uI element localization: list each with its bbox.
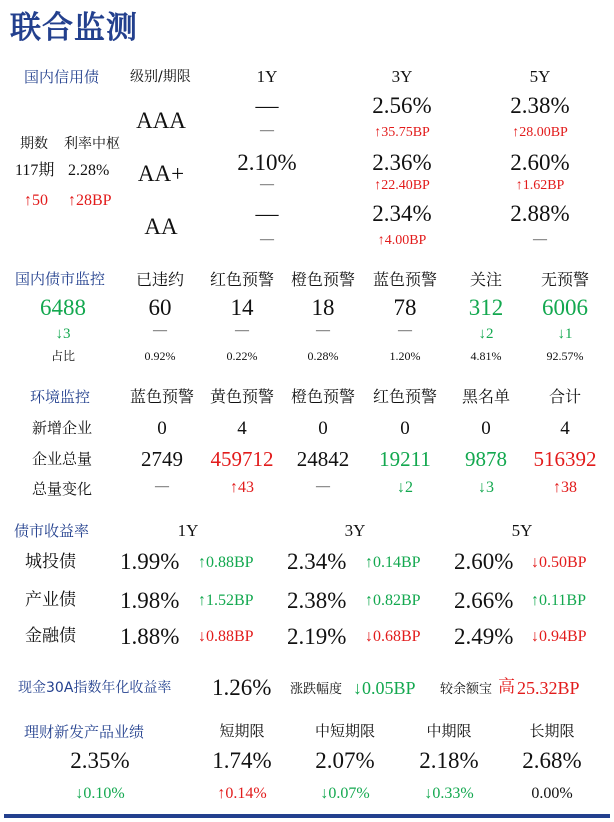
cash-change-value: ↓0.05BP xyxy=(353,678,416,698)
env-row-label-total: 企业总量 xyxy=(32,450,93,468)
aaa-1y-change: — xyxy=(260,123,274,138)
env-new-blue: 0 xyxy=(157,418,167,439)
aa-1y-value: — xyxy=(255,201,279,226)
grade-aaplus: AA+ xyxy=(137,161,185,186)
yield-urban-3y-change: ↑0.14BP xyxy=(365,554,421,571)
wealth-col-mid: 中期限 xyxy=(426,722,472,740)
yield-financial-5y: 2.49% xyxy=(454,624,514,649)
aa-5y-change: — xyxy=(533,232,547,247)
env-col-total: 合计 xyxy=(548,387,582,406)
wealth-long-change: 0.00% xyxy=(531,785,573,802)
aaplus-1y-change: — xyxy=(260,177,274,192)
wealth-mid-change: ↓0.33% xyxy=(424,785,474,802)
monitor-defaulted-ratio: 0.92% xyxy=(144,349,176,363)
aa-3y-change: ↑4.00BP xyxy=(377,233,427,248)
yield-row-label-industrial: 产业债 xyxy=(25,590,76,610)
period-value: 117期 xyxy=(15,162,55,179)
monitor-attention-change: ↓2 xyxy=(478,326,494,342)
yield-industrial-3y: 2.38% xyxy=(287,588,347,613)
cash-compare-value: 25.32BP xyxy=(517,678,580,698)
monitor-defaulted-change: — xyxy=(153,323,167,338)
monitor-label-defaulted: 已违约 xyxy=(135,270,185,289)
env-new-total: 4 xyxy=(560,418,570,439)
wealth-short-change: ↑0.14% xyxy=(217,785,267,802)
env-total-total: 516392 xyxy=(533,447,597,471)
yield-urban-5y-change: ↓0.50BP xyxy=(531,554,587,571)
yield-industrial-5y: 2.66% xyxy=(454,588,514,613)
monitor-red-value: 14 xyxy=(230,295,254,320)
env-new-red: 0 xyxy=(400,418,410,439)
yield-industrial-1y: 1.98% xyxy=(120,588,180,613)
monitor-red-ratio: 0.22% xyxy=(226,349,258,363)
grade-tenor-label: 级别/期限 xyxy=(130,69,191,85)
wealth-header: 理财新发产品业绩 xyxy=(24,723,145,741)
yield-financial-3y: 2.19% xyxy=(287,624,347,649)
credit-tenor-1y: 1Y xyxy=(256,67,278,86)
yield-industrial-5y-change: ↑0.11BP xyxy=(531,592,586,609)
env-row-label-new: 新增企业 xyxy=(32,419,93,437)
env-change-red: ↓2 xyxy=(397,479,413,496)
env-change-yellow: ↑43 xyxy=(230,479,254,496)
monitor-label-orange: 橙色预警 xyxy=(290,270,356,289)
monitor-orange-ratio: 0.28% xyxy=(307,349,339,363)
yield-industrial-3y-change: ↑0.82BP xyxy=(365,592,421,609)
bottom-rule xyxy=(4,814,610,818)
monitor-attention-value: 312 xyxy=(468,295,504,320)
monitor-attention-ratio: 4.81% xyxy=(470,349,502,363)
wealth-overall-value: 2.35% xyxy=(70,748,130,773)
yield-financial-1y: 1.88% xyxy=(120,624,180,649)
monitor-defaulted-value: 60 xyxy=(148,295,172,320)
yield-financial-3y-change: ↓0.68BP xyxy=(365,628,421,645)
aa-3y-value: 2.34% xyxy=(372,201,432,226)
grade-aa: AA xyxy=(144,214,178,239)
env-row-label-change: 总量变化 xyxy=(32,480,93,498)
wealth-midshort-change: ↓0.07% xyxy=(320,785,370,802)
env-change-blacklist: ↓3 xyxy=(478,479,494,496)
rate-center-label: 利率中枢 xyxy=(64,136,120,152)
yield-financial-5y-change: ↓0.94BP xyxy=(531,628,587,645)
env-change-total: ↑38 xyxy=(553,479,577,496)
monitor-orange-change: — xyxy=(316,323,330,338)
cash-index-value: 1.26% xyxy=(212,675,272,700)
yield-row-label-urban: 城投债 xyxy=(25,552,76,572)
monitor-orange-value: 18 xyxy=(311,295,335,320)
env-total-orange: 24842 xyxy=(296,447,350,471)
yield-tenor-5y: 5Y xyxy=(511,521,533,540)
aaplus-5y-value: 2.60% xyxy=(510,150,570,175)
monitor-nowarning-ratio: 92.57% xyxy=(546,349,584,363)
env-total-red: 19211 xyxy=(379,447,431,471)
env-new-orange: 0 xyxy=(318,418,328,439)
yield-urban-5y: 2.60% xyxy=(454,549,514,574)
yield-tenor-3y: 3Y xyxy=(344,521,366,540)
credit-tenor-3y: 3Y xyxy=(391,67,413,86)
monitor-total-value: 6488 xyxy=(40,295,86,320)
rate-center-value: 2.28% xyxy=(68,162,110,179)
monitor-nowarning-value: 6006 xyxy=(542,295,588,320)
env-col-blacklist: 黑名单 xyxy=(461,387,511,406)
aaplus-5y-change: ↑1.62BP xyxy=(515,178,565,193)
env-total-blue: 2749 xyxy=(141,447,183,471)
env-col-red: 红色预警 xyxy=(372,387,438,406)
cash-compare-word: 高 xyxy=(498,677,515,697)
aaa-3y-value: 2.56% xyxy=(372,93,432,118)
period-change: ↑50 xyxy=(24,192,48,209)
monitor-label-blue: 蓝色预警 xyxy=(372,270,438,289)
monitor-total-change: ↓3 xyxy=(55,326,71,342)
monitor-label-red: 红色预警 xyxy=(209,270,275,289)
aaa-5y-change: ↑28.00BP xyxy=(512,125,568,140)
wealth-short-value: 1.74% xyxy=(212,748,272,773)
aaplus-3y-value: 2.36% xyxy=(372,150,432,175)
monitor-blue-change: — xyxy=(398,323,412,338)
env-total-blacklist: 9878 xyxy=(465,447,507,471)
monitor-label-nowarning: 无预警 xyxy=(540,270,590,289)
page-title: 联合监测 xyxy=(10,10,138,46)
credit-tenor-5y: 5Y xyxy=(529,67,551,86)
wealth-long-value: 2.68% xyxy=(522,748,582,773)
env-col-orange: 橙色预警 xyxy=(290,387,356,406)
grade-aaa: AAA xyxy=(136,108,186,133)
yield-financial-1y-change: ↓0.88BP xyxy=(198,628,254,645)
wealth-col-midshort: 中短期限 xyxy=(314,722,376,740)
monitor-blue-value: 78 xyxy=(393,295,417,320)
env-change-blue: — xyxy=(155,479,169,494)
monitor-nowarning-change: ↓1 xyxy=(557,326,573,342)
env-total-yellow: 459712 xyxy=(210,447,274,471)
env-header: 环境监控 xyxy=(30,388,91,406)
env-col-blue: 蓝色预警 xyxy=(129,387,195,406)
yield-urban-3y: 2.34% xyxy=(287,549,347,574)
cash-compare-label: 较余额宝 xyxy=(440,682,493,697)
rate-center-change: ↑28BP xyxy=(68,192,112,209)
env-change-orange: — xyxy=(316,479,330,494)
aa-5y-value: 2.88% xyxy=(510,201,570,226)
aa-1y-change: — xyxy=(260,232,274,247)
monitor-ratio-label: 占比 xyxy=(50,349,76,363)
cash-change-label: 涨跌幅度 xyxy=(290,682,343,697)
env-col-yellow: 黄色预警 xyxy=(209,387,275,406)
yield-urban-1y: 1.99% xyxy=(120,549,180,574)
aaa-1y-value: — xyxy=(255,93,279,118)
aaa-3y-change: ↑35.75BP xyxy=(374,125,430,140)
yield-tenor-1y: 1Y xyxy=(177,521,199,540)
yield-header: 债市收益率 xyxy=(14,522,90,540)
cash-index-label: 现金30A指数年化收益率 xyxy=(18,680,172,696)
aaplus-1y-value: 2.10% xyxy=(237,150,297,175)
wealth-overall-change: ↓0.10% xyxy=(75,785,125,802)
monitor-header: 国内债市监控 xyxy=(15,270,106,288)
yield-industrial-1y-change: ↑1.52BP xyxy=(198,592,254,609)
monitor-label-attention: 关注 xyxy=(469,270,503,289)
wealth-midshort-value: 2.07% xyxy=(315,748,375,773)
monitor-blue-ratio: 1.20% xyxy=(389,349,421,363)
wealth-col-long: 长期限 xyxy=(529,722,575,740)
period-label: 期数 xyxy=(20,136,48,152)
wealth-col-short: 短期限 xyxy=(219,722,265,740)
env-new-yellow: 4 xyxy=(237,418,247,439)
env-new-blacklist: 0 xyxy=(481,418,491,439)
yield-urban-1y-change: ↑0.88BP xyxy=(198,554,254,571)
yield-row-label-financial: 金融债 xyxy=(25,626,76,646)
aaa-5y-value: 2.38% xyxy=(510,93,570,118)
monitor-red-change: — xyxy=(235,323,249,338)
wealth-mid-value: 2.18% xyxy=(419,748,479,773)
credit-header: 国内信用债 xyxy=(24,68,100,86)
aaplus-3y-change: ↑22.40BP xyxy=(374,178,430,193)
